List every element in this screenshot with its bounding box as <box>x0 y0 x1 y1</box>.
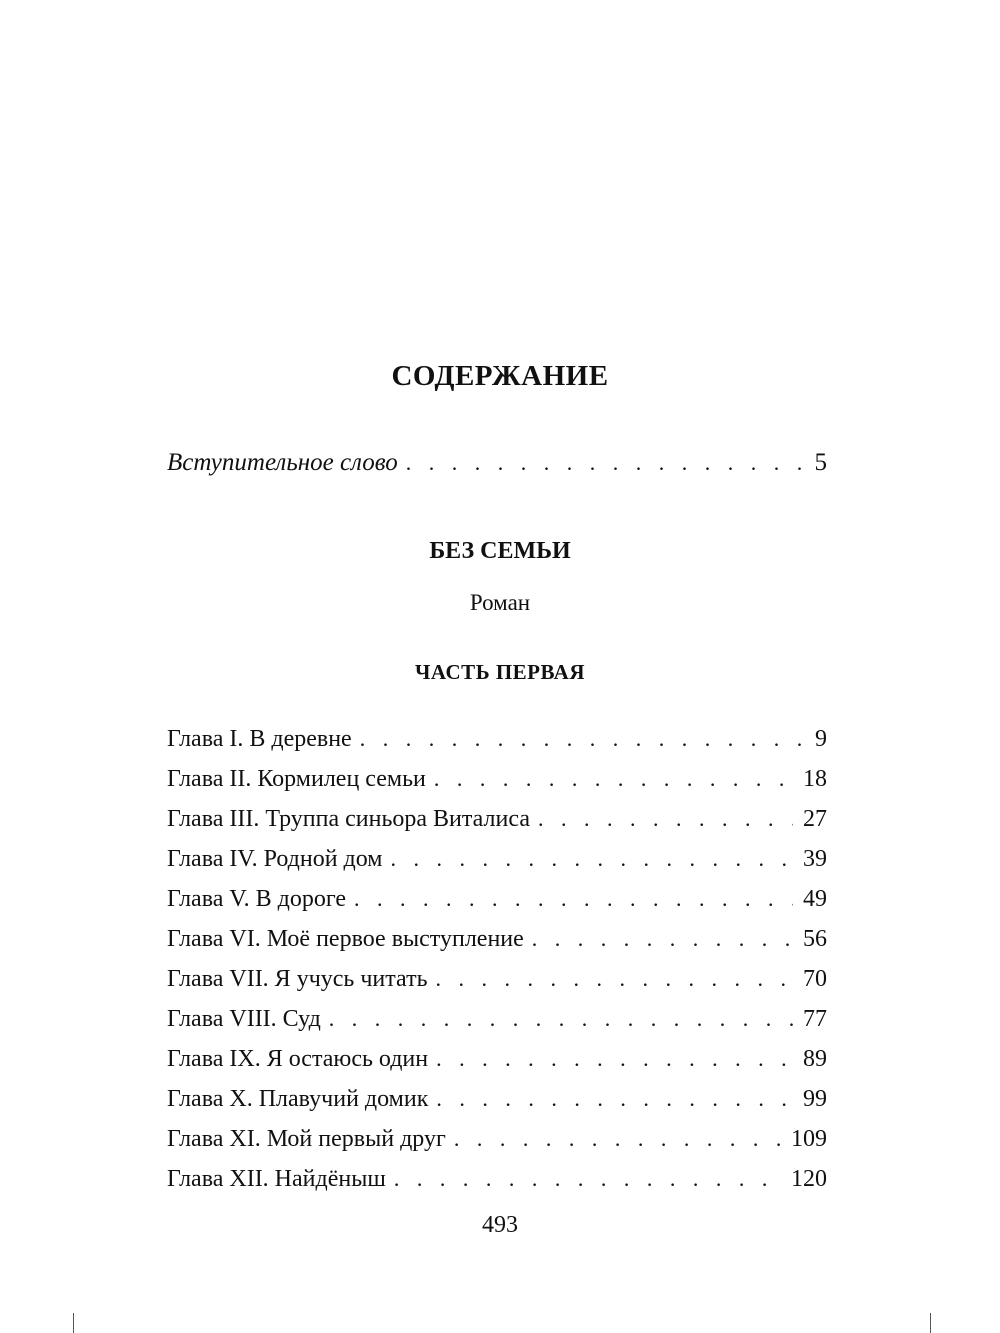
toc-entry-page: 49 <box>803 886 827 912</box>
toc-entry-label: Вступительное слово <box>167 449 398 476</box>
toc-entry-label: Глава VII. Я учусь читать <box>167 966 428 992</box>
toc-entry-chapter <box>167 1044 827 1074</box>
toc-entry-label: Глава XII. Найдёныш <box>167 1166 386 1192</box>
toc-entry-page: 27 <box>803 806 827 832</box>
crop-mark-left <box>73 1313 74 1333</box>
toc-leader-dots <box>434 764 793 794</box>
toc-entry-chapter <box>167 1124 827 1154</box>
toc-entry-page: 39 <box>803 846 827 872</box>
toc-entry-label: Глава V. В дороге <box>167 886 347 912</box>
toc-leader-dots <box>391 844 794 874</box>
toc-leader-dots <box>436 1084 793 1114</box>
toc-entry-page: 70 <box>803 966 827 992</box>
toc-entry-label: Глава II. Кормилец семьи <box>167 766 426 792</box>
part-title: ЧАСТЬ ПЕРВАЯ <box>414 660 586 684</box>
toc-entry-chapter <box>167 884 827 914</box>
toc-entry-chapter <box>167 1164 827 1194</box>
toc-entry-chapter <box>167 924 827 954</box>
page-number: 493 <box>482 1212 518 1238</box>
toc-entry-page: 9 <box>815 726 827 752</box>
toc-entry-label: Глава VIII. Суд <box>167 1006 321 1032</box>
toc-entry-label: Глава IV. Родной дом <box>167 846 383 872</box>
toc-entry-label: Глава X. Плавучий домик <box>167 1086 429 1112</box>
toc-entry-label: Глава III. Труппа синьора Виталиса <box>167 806 530 832</box>
toc-leader-dots <box>436 964 793 994</box>
toc-leader-dots <box>394 1164 781 1194</box>
toc-entry-page: 18 <box>803 766 827 792</box>
work-title: БЕЗ СЕМЬИ <box>429 538 571 564</box>
toc-leader-dots <box>532 924 793 954</box>
toc-entry-label: Глава I. В деревне <box>167 726 352 752</box>
toc-entry-page: 5 <box>814 449 827 476</box>
toc-entry-chapter <box>167 1004 827 1034</box>
toc-entry-page: 99 <box>803 1086 827 1112</box>
toc-leader-dots <box>354 884 793 914</box>
toc-entry-chapter <box>167 1084 827 1114</box>
toc-leader-dots <box>436 1044 793 1074</box>
toc-entry-chapter <box>167 964 827 994</box>
toc-entry-page: 109 <box>791 1126 827 1152</box>
crop-mark-right <box>930 1313 931 1333</box>
toc-leader-dots <box>538 804 793 834</box>
toc-entry-page: 89 <box>803 1046 827 1072</box>
toc-entry-label: Глава IX. Я остаюсь один <box>167 1046 429 1072</box>
contents-heading: СОДЕРЖАНИЕ <box>391 360 609 392</box>
toc-entry-chapter <box>167 724 827 754</box>
toc-entry-chapter <box>167 764 827 794</box>
toc-entry-chapter <box>167 804 827 834</box>
toc-leader-dots <box>406 448 813 478</box>
toc-entry-intro <box>167 448 827 478</box>
toc-entry-chapter <box>167 844 827 874</box>
toc-leader-dots <box>329 1004 793 1034</box>
toc-leader-dots <box>454 1124 781 1154</box>
work-genre: Роман <box>469 590 531 615</box>
toc-leader-dots <box>360 724 805 754</box>
toc-entry-label: Глава VI. Моё первое выступление <box>167 926 524 952</box>
toc-entry-page: 77 <box>803 1006 827 1032</box>
toc-entry-page: 56 <box>803 926 827 952</box>
toc-entry-label: Глава XI. Мой первый друг <box>167 1126 446 1152</box>
toc-entry-page: 120 <box>791 1166 827 1192</box>
